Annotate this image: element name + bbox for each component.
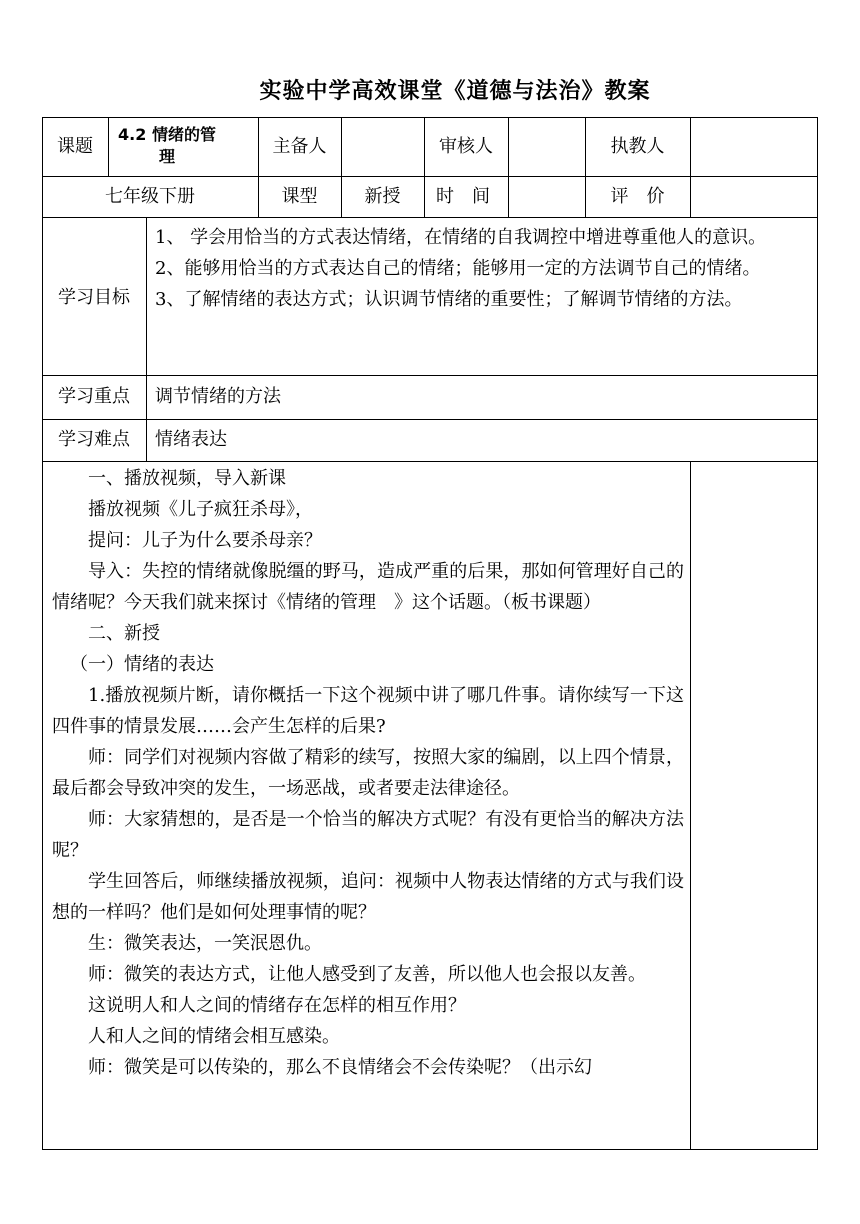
body-paragraph: 导入：失控的情绪就像脱缰的野马，造成严重的后果，那如何管理好自己的情绪呢？今天我们就来探讨《情绪的管理 》这个话题。（板书课题） xyxy=(52,561,684,613)
topic-value: 4.2 情绪的管理 xyxy=(118,125,216,166)
row-divider xyxy=(42,176,818,177)
body-paragraph: 1.播放视频片断，请你概括一下这个视频中讲了哪几件事。请你续写一下这四件事的情景发展……会产生怎样的后果? xyxy=(52,685,684,737)
body-paragraph: 提问：儿子为什么要杀母亲？ xyxy=(88,530,322,551)
difficulty-value: 情绪表达 xyxy=(155,429,227,450)
reviewer-label: 审核人 xyxy=(439,136,493,157)
row-divider xyxy=(42,375,818,376)
row-divider xyxy=(42,461,818,462)
key-point-value: 调节情绪的方法 xyxy=(155,386,281,407)
page-title: 实验中学高效课堂《道德与法治》教案 xyxy=(259,79,651,104)
body-paragraph: 师：大家猜想的，是否是一个恰当的解决方式呢？有没有更恰当的解决方法呢？ xyxy=(52,809,684,861)
time-label: 时 间 xyxy=(436,186,490,207)
preparer-label: 主备人 xyxy=(272,136,327,157)
grade-text: 七年级下册 xyxy=(105,186,195,207)
body-paragraph: 师：微笑的表达方式，让他人感受到了友善，所以他人也会报以友善。 xyxy=(88,964,646,985)
goals-label: 学习目标 xyxy=(58,287,130,308)
body-paragraph: 师：微笑是可以传染的，那么不良情绪会不会传染呢？（出示幻 xyxy=(88,1057,592,1078)
goal-item: 1、 学会用恰当的方式表达情绪，在情绪的自我调控中增进尊重他人的意识。 xyxy=(155,227,767,248)
body-paragraph: 生：微笑表达，一笑泯恩仇。 xyxy=(88,933,322,954)
col-divider xyxy=(424,117,425,217)
body-paragraph: 师：同学们对视频内容做了精彩的续写，按照大家的编剧，以上四个情景，最后都会导致冲突的发生，一场恶战，或者要走法律途径。 xyxy=(52,747,684,799)
teacher-label: 执教人 xyxy=(610,136,665,157)
body-paragraph: 一、播放视频，导入新课 xyxy=(88,468,286,489)
goal-item: 2、能够用恰当的方式表达自己的情绪；能够用一定的方法调节自己的情绪。 xyxy=(155,258,761,279)
lesson-type-label: 课型 xyxy=(281,186,318,207)
col-divider xyxy=(108,117,109,176)
difficulty-label: 学习难点 xyxy=(58,429,130,450)
body-paragraph: 人和人之间的情绪会相互感染。 xyxy=(88,1026,340,1047)
teaching-process xyxy=(52,463,684,1083)
goal-item: 3、了解情绪的表达方式；认识调节情绪的重要性；了解调节情绪的方法。 xyxy=(155,289,743,310)
col-divider xyxy=(690,117,691,217)
body-paragraph: 学生回答后，师继续播放视频，追问：视频中人物表达情绪的方式与我们设想的一样吗？他们是如何处理事情的呢？ xyxy=(52,871,684,923)
col-divider xyxy=(690,461,691,1150)
body-paragraph: 二、新授 xyxy=(88,623,160,644)
row-divider xyxy=(42,419,818,420)
col-divider xyxy=(508,117,509,217)
key-point-label: 学习重点 xyxy=(58,386,130,407)
col-divider xyxy=(146,217,147,461)
body-paragraph: （一）情绪的表达 xyxy=(70,654,214,675)
goals-list xyxy=(155,222,815,315)
body-paragraph: 这说明人和人之间的情绪存在怎样的相互作用？ xyxy=(88,995,466,1016)
body-paragraph: 播放视频《儿子疯狂杀母》， xyxy=(88,499,313,520)
row-divider xyxy=(42,217,818,218)
evaluation-label: 评 价 xyxy=(610,186,665,207)
topic-label: 课题 xyxy=(57,136,93,157)
lesson-type-value: 新授 xyxy=(364,186,401,207)
